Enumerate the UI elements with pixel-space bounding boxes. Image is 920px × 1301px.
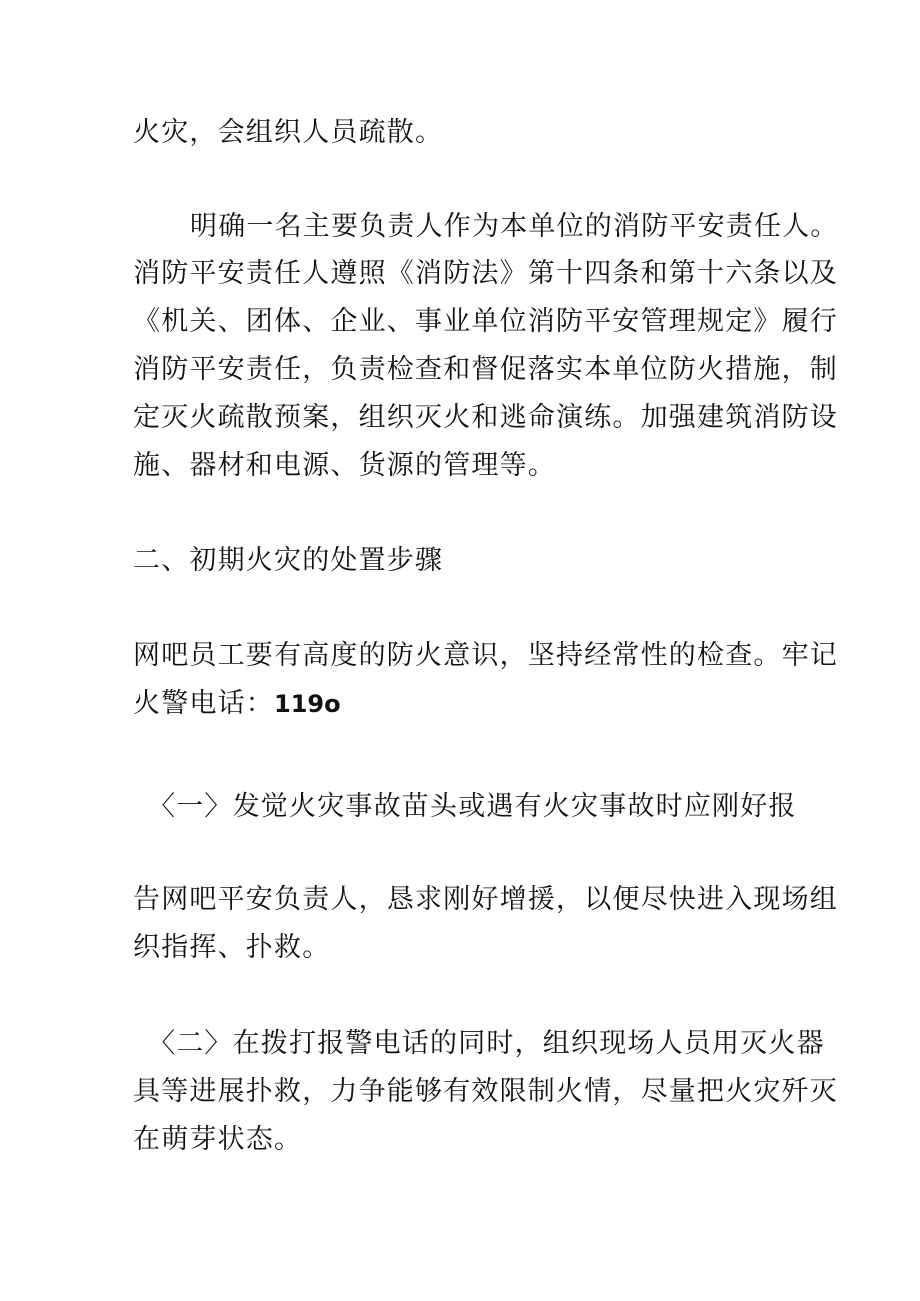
paragraph-2-line-2: 消防平安责任人遵照《消防法》第十四条和第十六条以及 [133, 258, 838, 289]
paragraph-2-line-6: 施、器材和电源、货源的管理等。 [133, 450, 556, 481]
fire-phone-number: 119o [274, 690, 341, 718]
section-heading: 二、初期火灾的处置步骤 [133, 545, 444, 576]
paragraph-3-line-2 [133, 684, 341, 724]
paragraph-5-line-2: 织指挥、扑救。 [133, 932, 331, 963]
paragraph-5-line-1: 告网吧平安负责人，恳求刚好增援，以便尽快进入现场组 [133, 884, 838, 915]
paragraph-2-line-5: 定灭火疏散预案，组织灭火和逃命演练。加强建筑消防设 [133, 402, 838, 433]
paragraph-6-line-3: 在萌芽状态。 [133, 1124, 303, 1155]
paragraph-2-line-1: 明确一名主要负责人作为本单位的消防平安责任人。 [190, 211, 839, 242]
paragraph-6-line-1: 〈二〉在拨打报警电话的同时，组织现场人员用灭火器 [148, 1028, 825, 1059]
paragraph-6-line-2: 具等进展扑救，力争能够有效限制火情，尽量把火灾歼灭 [133, 1076, 838, 1107]
paragraph-4-line-1: 〈一〉发觉火灾事故苗头或遇有火灾事故时应刚好报 [148, 791, 797, 822]
fire-phone-label: 火警电话： [133, 688, 274, 719]
paragraph-2-line-3: 《机关、团体、企业、事业单位消防平安管理规定》履行 [133, 306, 838, 337]
paragraph-3-line-1: 网吧员工要有高度的防火意识，坚持经常性的检查。牢记 [133, 640, 838, 671]
paragraph-1-line-1: 火灾，会组织人员疏散。 [133, 117, 444, 148]
paragraph-2-line-4: 消防平安责任，负责检查和督促落实本单位防火措施，制 [133, 354, 838, 385]
